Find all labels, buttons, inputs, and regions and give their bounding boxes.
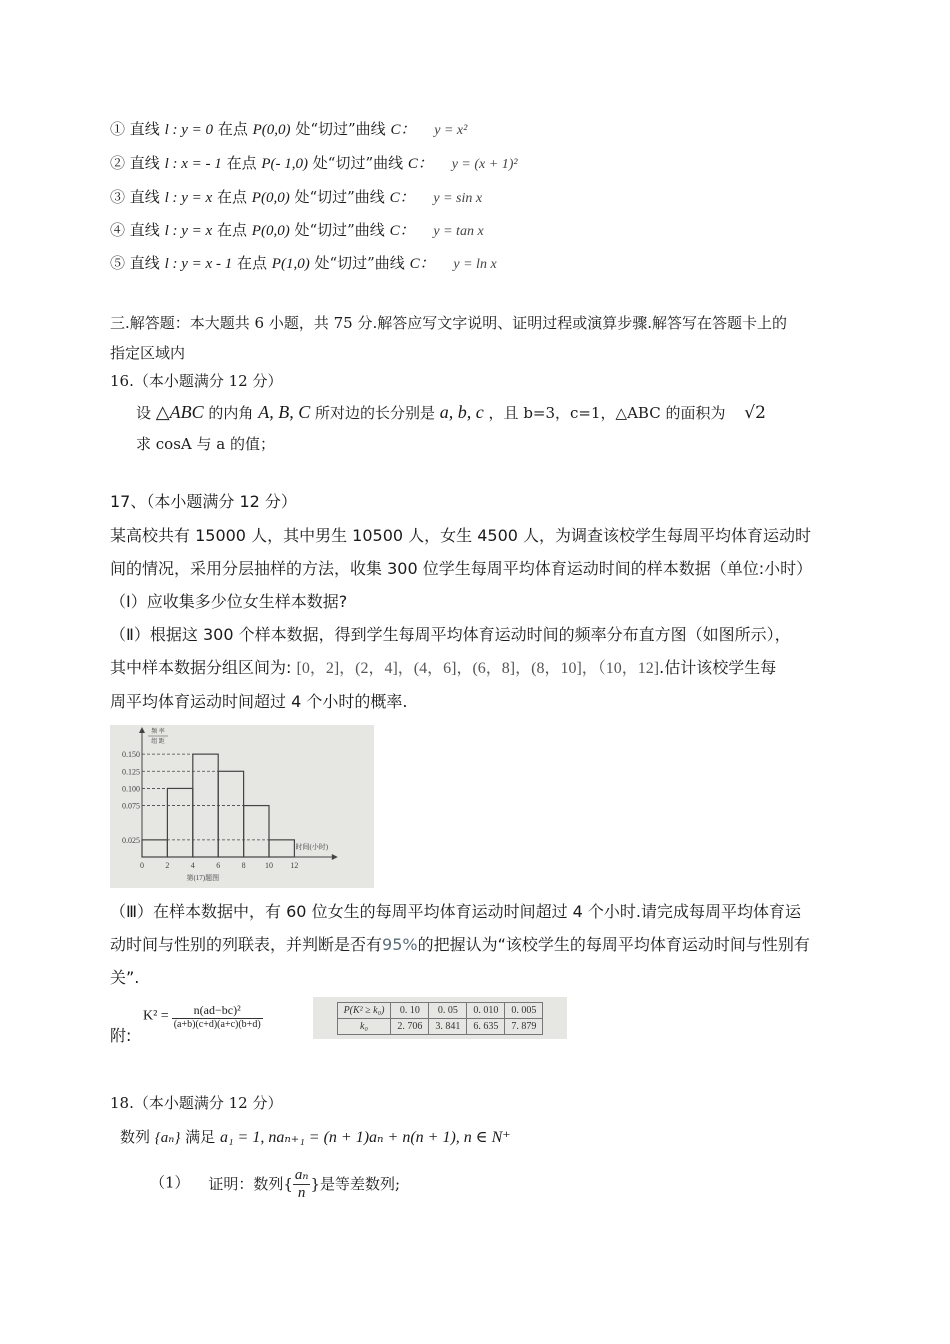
item-number: ② xyxy=(110,154,126,172)
item-line: l : y = 0 xyxy=(164,122,214,138)
item-point: P(0,0) xyxy=(252,122,291,138)
histogram-bar xyxy=(218,771,243,857)
y-tick-label: 0.125 xyxy=(122,767,140,777)
q17-line-9: 关”. xyxy=(110,968,140,987)
y-tick-label: 0.075 xyxy=(122,801,140,811)
table-cell: 0. 05 xyxy=(429,1002,467,1018)
histogram-bar xyxy=(167,788,192,857)
item-mid: 在点 xyxy=(216,188,247,206)
item-equation: y = x² xyxy=(434,123,468,138)
q16-triangle: △ABC xyxy=(155,402,204,422)
y-tick-label: 0.025 xyxy=(122,835,140,845)
x-tick-label: 10 xyxy=(265,861,273,870)
item-point: P(0,0) xyxy=(251,223,290,239)
q16-statement xyxy=(136,402,766,423)
table-cell: 0. 10 xyxy=(391,1002,429,1018)
x-tick-label: 0 xyxy=(140,861,144,870)
y-axis-label-top: 频 率 xyxy=(151,729,165,735)
q17-line-1: 某高校共有 15000 人，其中男生 10500 人，女生 4500 人，为调查该校学生每周平均体育运动时 xyxy=(110,526,812,545)
y-axis-label-bottom: 组 距 xyxy=(151,739,165,745)
histogram-figure xyxy=(110,725,374,888)
q16-text-3: 所对边的长分别是 xyxy=(314,404,440,422)
q17-line-2: 间的情况，采用分层抽样的方法，收集 300 位学生每周平均体育运动时间的样本数据（单位:小时） xyxy=(110,559,813,578)
item-line: l : y = x - 1 xyxy=(164,256,233,272)
critical-value-table-image xyxy=(313,997,567,1039)
item-point: P(1,0) xyxy=(271,256,310,272)
k2-symbol: K² = xyxy=(143,1008,169,1024)
q18-cond: 满足 xyxy=(185,1128,216,1146)
item-line: l : y = x xyxy=(164,190,213,206)
table-row xyxy=(337,1002,543,1018)
q16-text-1: 设 xyxy=(136,404,152,422)
item-2 xyxy=(110,152,518,173)
item-5 xyxy=(110,252,497,273)
q16-question: 求 cosA 与 a 的值； xyxy=(136,435,275,453)
q17-line-8-c: 的把握认为“该校学生的每周平均体育运动时间与性别有 xyxy=(417,935,810,954)
q17-header: 17、（本小题满分 12 分） xyxy=(110,492,297,511)
q18-part-1-label: （1） xyxy=(150,1173,190,1192)
item-number: ④ xyxy=(110,221,126,239)
item-line: l : x = - 1 xyxy=(164,156,222,172)
item-mid: 在点 xyxy=(226,154,257,172)
x-tick-label: 8 xyxy=(241,861,246,870)
item-tail: 处“切过”曲线 xyxy=(295,120,386,138)
section-3-line-2: 指定区域内 xyxy=(110,344,186,362)
q17-line-5-a: 其中样本数据分组区间为: xyxy=(110,658,297,677)
q17-line-3: （Ⅰ）应收集多少位女生样本数据? xyxy=(110,592,348,611)
item-line: l : y = x xyxy=(164,223,213,239)
q17-body xyxy=(110,519,855,718)
item-point: P(- 1,0) xyxy=(261,156,309,172)
item-curve: C： xyxy=(389,223,415,239)
section-3-intro xyxy=(110,308,850,368)
item-tail: 处“切过”曲线 xyxy=(314,254,405,272)
q18-seq-name: {aₙ} xyxy=(154,1130,181,1146)
table-cell: 0. 005 xyxy=(505,1002,543,1018)
item-number: ⑤ xyxy=(110,254,126,272)
x-tick-label: 2 xyxy=(165,861,170,870)
q18-fraction-den: n xyxy=(297,1185,306,1201)
q18-part-1-text-b: }是等差数列; xyxy=(310,1175,401,1193)
q17-line-8 xyxy=(110,928,855,961)
q17-line-5-c: .估计该校学生每 xyxy=(659,658,777,677)
x-tick-label: 4 xyxy=(190,861,195,870)
item-mid: 在点 xyxy=(236,254,267,272)
critical-value-table xyxy=(337,1002,544,1035)
histogram-bar xyxy=(244,806,269,857)
q18-statement xyxy=(120,1126,511,1147)
item-curve: C： xyxy=(390,122,416,138)
x-axis-label: 时间(小时) xyxy=(295,843,329,851)
k2-formula xyxy=(143,1003,263,1030)
q18-part-1-text-a: 证明：数列{ xyxy=(208,1175,293,1193)
k2-fraction xyxy=(172,1003,263,1030)
y-tick-label: 0.100 xyxy=(122,784,140,794)
table-cell: 3. 841 xyxy=(429,1018,467,1034)
q18-formula: a₁ = 1, naₙ₊₁ = (n + 1)aₙ + n(n + 1), n ∈ N⁺ xyxy=(219,1129,511,1146)
item-mid: 在点 xyxy=(216,221,247,239)
section-3-line-1: 三.解答题：本大题共 6 小题，共 75 分.解答应写文字说明、证明过程或演算步骤.解答写在答题卡上的 xyxy=(110,314,788,332)
item-text: 直线 xyxy=(129,221,160,239)
table-cell: P(K² ≥ k₀) xyxy=(337,1002,391,1018)
item-tail: 处“切过”曲线 xyxy=(294,188,385,206)
item-curve: C： xyxy=(407,156,433,172)
item-equation: y = sin x xyxy=(433,191,483,206)
q18-header: 18.（本小题满分 12 分） xyxy=(110,1094,283,1112)
item-number: ① xyxy=(110,120,126,138)
figure-caption: 第(17)题图 xyxy=(186,874,220,882)
table-cell: 0. 010 xyxy=(467,1002,505,1018)
q17-line-8-a: 动时间与性别的列联表，并判断是否有 xyxy=(110,935,383,954)
histogram-bar xyxy=(142,840,167,857)
q17-confidence: 95% xyxy=(382,935,418,954)
item-1 xyxy=(110,118,467,139)
q16-header: 16.（本小题满分 12 分） xyxy=(110,372,283,390)
item-tail: 处“切过”曲线 xyxy=(294,221,385,239)
q16-text-4: ，且 b=3，c=1，△ABC 的面积为 xyxy=(488,404,726,422)
item-equation: y = (x + 1)² xyxy=(451,157,518,172)
histogram-bar xyxy=(269,840,294,857)
item-mid: 在点 xyxy=(217,120,248,138)
item-tail: 处“切过”曲线 xyxy=(312,154,404,172)
item-3 xyxy=(110,186,482,207)
histogram-chart xyxy=(110,725,374,888)
q18-fraction xyxy=(293,1165,311,1202)
q17-part-3 xyxy=(110,895,855,994)
item-curve: C： xyxy=(409,256,435,272)
q16-angles: A, B, C xyxy=(258,402,311,422)
table-cell: 6. 635 xyxy=(467,1018,505,1034)
table-row xyxy=(337,1018,543,1034)
item-text: 直线 xyxy=(129,188,160,206)
item-point: P(0,0) xyxy=(251,190,290,206)
item-4 xyxy=(110,219,484,240)
item-equation: y = tan x xyxy=(433,224,484,239)
item-equation: y = ln x xyxy=(453,257,497,272)
q17-line-4: （Ⅱ）根据这 300 个样本数据，得到学生每周平均体育运动时间的频率分布直方图（如图所示）， xyxy=(110,625,791,644)
x-tick-label: 12 xyxy=(290,861,299,870)
table-cell: 7. 879 xyxy=(505,1018,543,1034)
item-text: 直线 xyxy=(129,154,160,172)
q16-sides: a, b, c xyxy=(439,402,484,422)
q17-line-6: 周平均体育运动时间超过 4 个小时的概率. xyxy=(110,692,408,711)
item-text: 直线 xyxy=(129,120,160,138)
q17-line-7: （Ⅲ）在样本数据中，有 60 位女生的每周平均体育运动时间超过 4 个小时.请完成每周平均体育运 xyxy=(110,902,802,921)
q18-seq-text: 数列 xyxy=(120,1128,151,1146)
item-curve: C： xyxy=(389,190,415,206)
q17-line-5 xyxy=(110,651,855,685)
k2-numerator: n(ad−bc)² xyxy=(172,1003,263,1019)
item-text: 直线 xyxy=(129,254,160,272)
y-tick-label: 0.150 xyxy=(122,750,140,760)
q18-fraction-num: aₙ xyxy=(294,1167,309,1183)
q16-text-2: 的内角 xyxy=(208,404,259,422)
q18-part-1 xyxy=(150,1165,400,1202)
appendix-label: 附: xyxy=(110,1026,132,1045)
q17-intervals: [0，2]，(2，4]，(4，6]，(6，8]，(8，10]，（10，12] xyxy=(296,660,660,677)
q16-area-value: √2 xyxy=(744,403,766,423)
table-cell: 2. 706 xyxy=(391,1018,429,1034)
item-number: ③ xyxy=(110,188,126,206)
x-tick-label: 6 xyxy=(216,861,221,870)
table-cell: k₀ xyxy=(337,1018,391,1034)
k2-denominator: (a+b)(c+d)(a+c)(b+d) xyxy=(173,1019,261,1030)
y-axis-arrow xyxy=(139,727,145,733)
x-axis-arrow xyxy=(332,854,338,860)
